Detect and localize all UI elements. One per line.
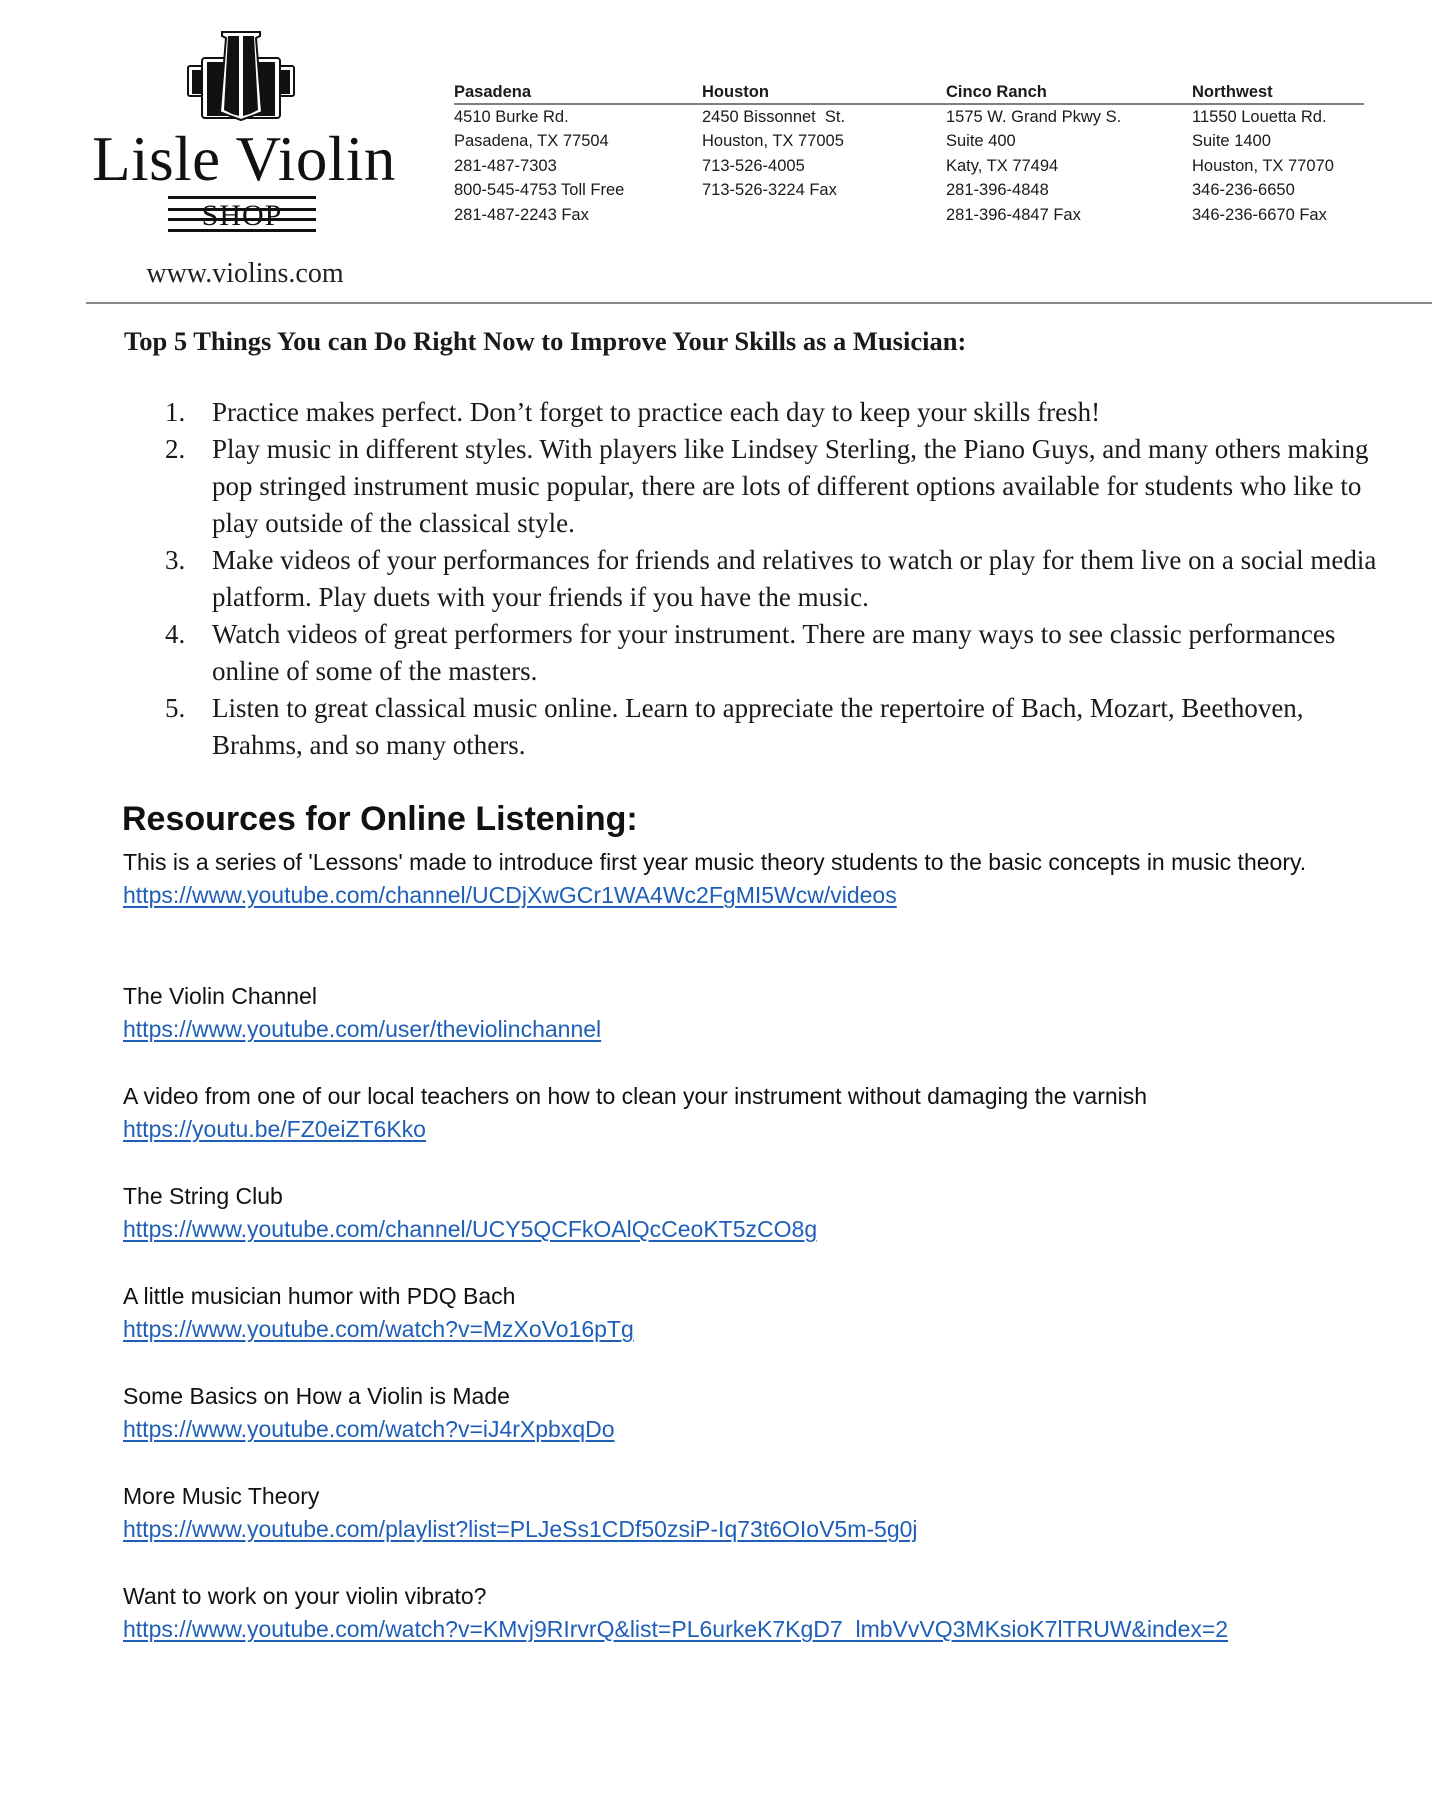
location-fax: 713-526-3224 Fax	[702, 181, 837, 199]
list-item	[165, 431, 1395, 542]
location-phone: 800-545-4753 Toll Free	[454, 181, 625, 199]
resource-link[interactable]: https://www.youtube.com/channel/UCDjXwGCr1WA4Wc2FgMI5Wcw/videos	[123, 882, 897, 908]
resource-link[interactable]: https://www.youtube.com/user/theviolinchannel	[123, 1016, 602, 1042]
list-number: 3.	[165, 545, 186, 575]
resource-item	[123, 1180, 1383, 1246]
shop-name: Lisle Violin	[92, 124, 396, 194]
resource-description: The String Club	[123, 1183, 283, 1209]
resource-description: The Violin Channel	[123, 983, 317, 1009]
resources-title: Resources for Online Listening:	[122, 800, 638, 838]
resource-item	[123, 1080, 1383, 1146]
list-item	[165, 394, 1395, 431]
list-number: 2.	[165, 434, 186, 464]
resource-link[interactable]: https://www.youtube.com/playlist?list=PLJeSs1CDf50zsiP-Iq73t6OIoV5m-5g0j	[123, 1516, 918, 1542]
resource-link[interactable]: https://www.youtube.com/watch?v=KMvj9RIrvrQ&list=PL6urkeK7KgD7_lmbVvVQ3MKsioK7lTRUW&index=2	[123, 1616, 1229, 1642]
top5-title: Top 5 Things You can Do Right Now to Improve Your Skills as a Musician:	[124, 326, 967, 356]
resource-item	[123, 1580, 1383, 1646]
resource-description: More Music Theory	[123, 1483, 320, 1509]
list-text: Watch videos of great performers for your instrument. There are many ways to see classic performances online of some of the masters.	[212, 619, 1336, 686]
resource-link[interactable]: https://www.youtube.com/watch?v=MzXoVo16pTg	[123, 1316, 634, 1342]
location-name: Houston	[702, 83, 769, 101]
list-text: Listen to great classical music online. Learn to appreciate the repertoire of Bach, Mozart, Beethoven, Brahms, and so many others.	[212, 693, 1304, 760]
location-phone: 713-526-4005	[702, 156, 805, 175]
location-line: 2450 Bissonnet St.	[702, 107, 846, 126]
list-text: Practice makes perfect. Don’t forget to practice each day to keep your skills fresh!	[212, 397, 1101, 427]
top5-list	[165, 394, 1395, 764]
location-houston	[702, 80, 942, 203]
location-line: 4510 Burke Rd.	[454, 107, 569, 126]
list-number: 4.	[165, 619, 186, 649]
list-item	[165, 542, 1395, 616]
shop-subtitle	[168, 196, 316, 232]
resource-link[interactable]: https://youtu.be/FZ0eiZT6Kko	[123, 1116, 426, 1142]
location-pasadena	[454, 80, 694, 221]
list-text: Play music in different styles. With players like Lindsey Sterling, the Piano Guys, and many others making pop stringed instrument music popular, there are lots of different options available for students who like to play outside of the classical style.	[212, 434, 1369, 538]
location-phone: 281-487-7303	[454, 156, 557, 175]
resource-item	[123, 980, 1383, 1046]
list-item	[165, 690, 1395, 764]
resource-description: Some Basics on How a Violin is Made	[123, 1383, 510, 1409]
location-line: 1575 W. Grand Pkwy S.	[946, 107, 1122, 126]
location-cinco-ranch	[946, 80, 1186, 221]
location-line: 11550 Louetta Rd.	[1192, 107, 1327, 126]
location-fax: 281-487-2243 Fax	[454, 205, 589, 221]
resource-item	[123, 1280, 1383, 1346]
resource-item	[123, 1480, 1383, 1546]
location-line: Suite 1400	[1192, 132, 1271, 150]
resource-link[interactable]: https://www.youtube.com/channel/UCY5QCFkOAlQcCeoKT5zCO8g	[123, 1216, 818, 1242]
shop-subtitle-text: SHOP	[201, 199, 283, 232]
location-line: Katy, TX 77494	[946, 156, 1059, 175]
website-url[interactable]: www.violins.com	[146, 258, 344, 289]
location-line: Houston, TX 77070	[1192, 156, 1334, 175]
location-line: Houston, TX 77005	[702, 132, 844, 150]
resource-item	[123, 1380, 1383, 1446]
list-item	[165, 616, 1395, 690]
shop-logo	[80, 28, 410, 298]
resource-description: A video from one of our local teachers on how to clean your instrument without damaging the varnish	[123, 1083, 1148, 1109]
location-line: Pasadena, TX 77504	[454, 132, 609, 150]
resource-item	[123, 846, 1383, 912]
location-fax: 281-396-4847 Fax	[946, 205, 1081, 221]
header-divider	[86, 302, 1432, 304]
location-northwest	[1192, 80, 1400, 221]
location-fax: 346-236-6670 Fax	[1192, 205, 1327, 221]
resource-description: This is a series of 'Lessons' made to introduce first year music theory students to the basic concepts in music theory.	[123, 849, 1307, 875]
list-number: 1.	[165, 397, 186, 427]
location-phone: 346-236-6650	[1192, 181, 1295, 199]
resource-link[interactable]: https://www.youtube.com/watch?v=iJ4rXpbxqDo	[123, 1416, 615, 1442]
locations-header-rule	[454, 103, 1364, 105]
location-phone: 281-396-4848	[946, 181, 1049, 199]
location-name: Pasadena	[454, 83, 532, 101]
resource-description: A little musician humor with PDQ Bach	[123, 1283, 516, 1309]
resource-description: Want to work on your violin vibrato?	[123, 1583, 487, 1609]
location-name: Cinco Ranch	[946, 83, 1047, 101]
list-text: Make videos of your performances for friends and relatives to watch or play for them live on a social media platform. Play duets with your friends if you have the music.	[212, 545, 1377, 612]
locations-block	[440, 74, 1400, 221]
list-number: 5.	[165, 693, 186, 723]
location-name: Northwest	[1192, 83, 1273, 101]
violin-scroll-logo-icon	[186, 30, 296, 122]
location-line: Suite 400	[946, 132, 1016, 150]
